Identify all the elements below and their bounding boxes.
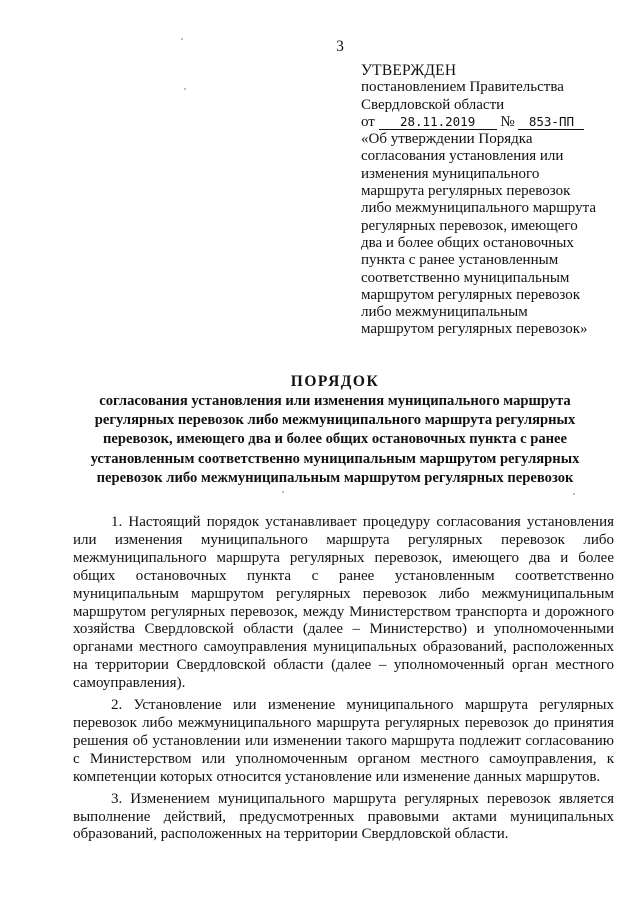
subtitle-line: установленным соответственно муниципальным маршрутом регулярных <box>90 450 580 467</box>
scan-speck <box>282 491 284 493</box>
approval-subject-line: изменения муниципального <box>361 165 540 182</box>
approval-subject-line: либо межмуниципальным <box>361 304 528 321</box>
scan-speck <box>181 38 183 40</box>
page-number: 3 <box>336 38 344 55</box>
document-subtitle <box>60 392 610 488</box>
paragraph-3: 3. Изменением муниципального маршрута регулярных перевозок является выполнение действий, предусмотренных правовыми актами муниципальных образований, расположенных на территории Свердловской области. <box>73 790 614 843</box>
approval-subject-line: регулярных перевозок, имеющего <box>361 217 578 234</box>
approval-subject-line: два и более общих остановочных <box>361 234 574 251</box>
approval-date: 28.11.2019 <box>379 114 497 130</box>
approval-subject-line: пункта с ранее установленным <box>361 252 559 269</box>
scan-speck <box>573 493 575 495</box>
approval-subject-line: согласования установления или <box>361 148 564 165</box>
approval-heading: УТВЕРЖДЕН <box>361 62 457 79</box>
paragraph-1: 1. Настоящий порядок устанавливает процедуру согласования установления или изменения муниципального маршрута регулярных перевозок либо межмуниципального маршрута регулярных перевозок, имеющего два и более общих остановочных пункта с ранее установленным соответственно муниципальным маршрутом регулярных перевозок либо межмуниципальным маршрутом регулярных перевозок, между Министерством транспорта и дорожного хозяйства Свердловской области (далее – Министерство) и уполномоченными органами местного самоуправления муниципальных образований, расположенных на территории Свердловской области (далее – уполномоченный орган местного самоуправления). <box>73 514 614 692</box>
paragraph-2: 2. Установление или изменение муниципального маршрута регулярных перевозок либо межмуниципального маршрута регулярных перевозок до принятия решения об установлении или изменении такого маршрута подлежит согласованию с Министерством или уполномоченным органом местного самоуправления, к компетенции которых относится установление или изменение данных маршрутов. <box>73 697 614 785</box>
approval-subject-line: соответственно муниципальным <box>361 269 570 286</box>
approval-stamp-block <box>361 62 616 339</box>
date-prefix: от <box>361 113 375 130</box>
approval-subject-line: маршрутом регулярных перевозок» <box>361 321 588 338</box>
document-title: ПОРЯДОК <box>290 373 380 390</box>
subtitle-line: согласования установления или изменения муниципального маршрута <box>99 393 571 409</box>
number-prefix: № <box>500 113 515 130</box>
approval-subject-line: маршрута регулярных перевозок <box>361 183 571 200</box>
approval-line-2: Свердловской области <box>361 96 505 113</box>
document-body <box>73 514 614 848</box>
approval-date-line <box>361 114 616 131</box>
approval-line-1: постановлением Правительства <box>361 79 564 96</box>
approval-number: 853-ПП <box>518 114 584 130</box>
subtitle-line: перевозок либо межмуниципальным маршрутом регулярных перевозок <box>96 469 574 486</box>
approval-subject-line: «Об утверждении Порядка <box>361 131 533 148</box>
scan-speck <box>184 88 186 90</box>
approval-subject-line: либо межмуниципального маршрута <box>361 200 597 217</box>
approval-subject-line: маршрутом регулярных перевозок <box>361 286 581 303</box>
subtitle-line: регулярных перевозок либо межмуниципального маршрута регулярных <box>94 412 576 429</box>
subtitle-line: перевозок, имеющего два и более общих остановочных пункта с ранее <box>102 431 567 448</box>
